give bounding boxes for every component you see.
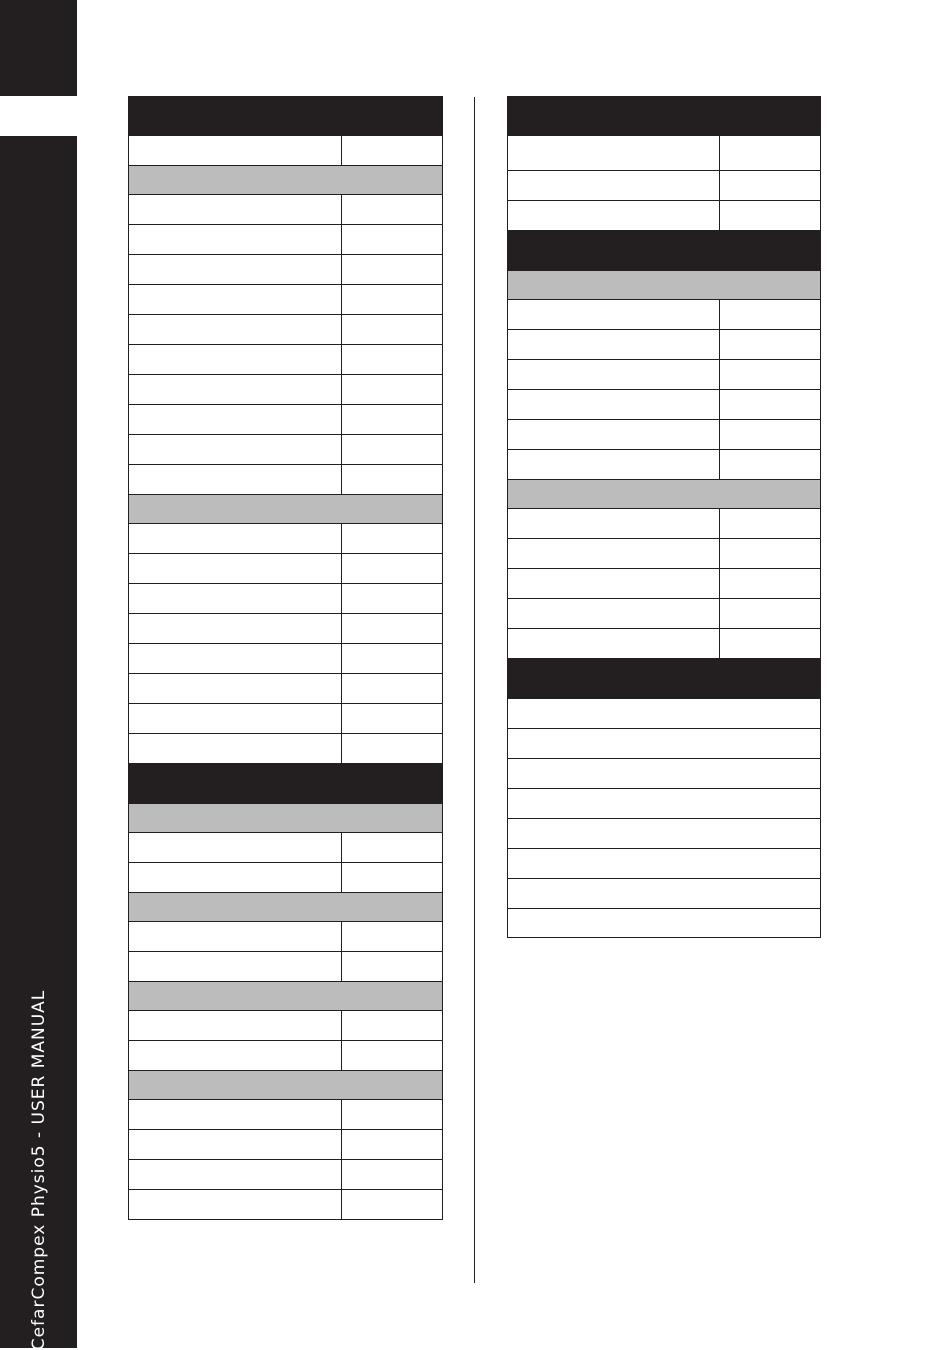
table-row (507, 450, 821, 480)
table-row (128, 584, 443, 614)
table-row (128, 255, 443, 285)
table-row (128, 195, 443, 225)
table-subheader (128, 495, 443, 524)
table-row (128, 375, 443, 405)
table-row (128, 952, 443, 982)
table-row (128, 1100, 443, 1130)
table-row (507, 201, 821, 231)
table-row (507, 300, 821, 330)
table-row (128, 734, 443, 764)
table-subheader (128, 893, 443, 922)
table-subheader (507, 480, 821, 509)
table-row-full (507, 789, 821, 819)
table-row (128, 315, 443, 345)
table-row (128, 524, 443, 554)
table-subheader (128, 166, 443, 195)
table-row (128, 674, 443, 704)
table-row (507, 171, 821, 201)
table-header (128, 96, 443, 136)
table-row (128, 833, 443, 863)
table-subheader (128, 1071, 443, 1100)
table-row (507, 539, 821, 569)
table-row-full (507, 909, 821, 938)
table-row (128, 1160, 443, 1190)
table-row (507, 136, 821, 171)
table-row (128, 704, 443, 734)
table-row-full (507, 729, 821, 759)
table-row (128, 863, 443, 893)
table-row (128, 405, 443, 435)
table-row (128, 465, 443, 495)
table-header (507, 96, 821, 136)
table-row (128, 1011, 443, 1041)
sidebar (0, 136, 77, 1348)
table-row (128, 225, 443, 255)
table-subheader (507, 271, 821, 300)
table-row (507, 509, 821, 539)
right-table (507, 96, 821, 938)
table-header (128, 764, 443, 804)
table-row (128, 285, 443, 315)
table-row-full (507, 849, 821, 879)
sidebar-top-tab (0, 0, 77, 96)
table-row (507, 420, 821, 450)
column-divider (474, 97, 475, 1283)
table-row (128, 922, 443, 952)
table-row (128, 136, 443, 166)
table-row (128, 644, 443, 674)
table-row (128, 1041, 443, 1071)
table-subheader (128, 804, 443, 833)
table-row (507, 629, 821, 659)
table-row (128, 435, 443, 465)
sidebar-label: CefarCompex Physio5 - USER MANUAL (29, 989, 49, 1350)
table-row (507, 599, 821, 629)
table-row (507, 330, 821, 360)
table-row (128, 345, 443, 375)
table-header (507, 659, 821, 699)
left-table (128, 96, 443, 1220)
table-row (128, 614, 443, 644)
table-row-full (507, 699, 821, 729)
table-row (507, 360, 821, 390)
table-row (128, 554, 443, 584)
table-header (507, 231, 821, 271)
table-row (507, 390, 821, 420)
table-row-full (507, 879, 821, 909)
table-row-full (507, 819, 821, 849)
table-row-full (507, 759, 821, 789)
table-row (128, 1130, 443, 1160)
table-row (128, 1190, 443, 1220)
table-subheader (128, 982, 443, 1011)
table-row (507, 569, 821, 599)
